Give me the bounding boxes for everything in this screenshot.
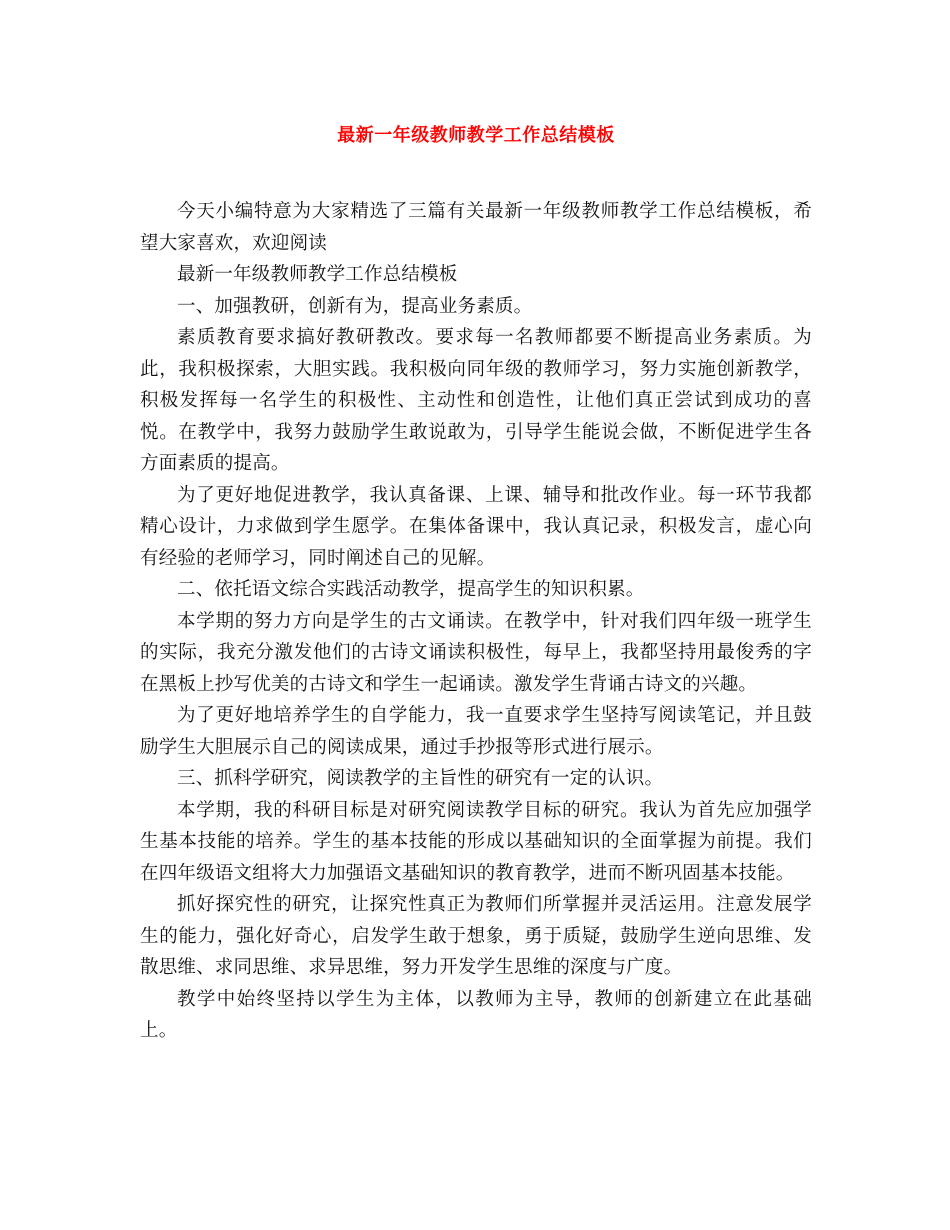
body-paragraph: 本学期，我的科研目标是对研究阅读教学目标的研究。我认为首先应加强学生基本技能的培养。学生的基本技能的形成以基础知识的全面掌握为前提。我们在四年级语文组将大力加强语文基础知识的教育教学，进而不断巩固基本技能。 [140,799,812,884]
section-heading-1: 一、加强教研，创新有为，提高业务素质。 [177,295,533,317]
body-paragraph: 为了更好地培养学生的自学能力，我一直要求学生坚持写阅读笔记，并且鼓励学生大胆展示自己的阅读成果，通过手抄报等形式进行展示。 [140,705,812,758]
section-heading-2: 二、依托语文综合实践活动教学，提高学生的知识积累。 [177,579,645,600]
document-body [140,196,812,1047]
document-title: 最新一年级教师教学工作总结模板 [337,125,615,146]
body-paragraph: 本学期的努力方向是学生的古文诵读。在教学中，针对我们四年级一班学生的实际，我充分激发他们的古诗文诵读积极性，每早上，我都坚持用最俊秀的字在黑板上抄写优美的古诗文和学生一起诵读。激发学生背诵古诗文的兴趣。 [140,610,812,695]
subtitle-paragraph: 最新一年级教师教学工作总结模板 [177,264,458,285]
body-paragraph: 教学中始终坚持以学生为主体，以教师为主导，教师的创新建立在此基础上。 [140,988,812,1041]
section-heading-3: 三、抓科学研究，阅读教学的主旨性的研究有一定的认识。 [177,768,664,789]
body-paragraph: 抓好探究性的研究，让探究性真正为教师们所掌握并灵活运用。注意发展学生的能力，强化好奇心，启发学生敢于想象，勇于质疑，鼓励学生逆向思维、发散思维、求同思维、求异思维，努力开发学生思维的深度与广度。 [140,894,812,978]
body-paragraph: 为了更好地促进教学，我认真备课、上课、辅导和批改作业。每一环节我都精心设计，力求做到学生愿学。在集体备课中，我认真记录，积极发言，虚心向有经验的老师学习，同时阐述自己的见解。 [140,484,812,569]
intro-paragraph: 今天小编特意为大家精选了三篇有关最新一年级教师教学工作总结模板，希望大家喜欢，欢迎阅读 [140,201,812,254]
body-paragraph: 素质教育要求搞好教研教改。要求每一名教师都要不断提高业务素质。为此，我积极探索，大胆实践。我积极向同年级的教师学习，努力实施创新教学，积极发挥每一名学生的积极性、主动性和创造性，让他们真正尝试到成功的喜悦。在教学中，我努力鼓励学生敢说敢为，引导学生能说会做，不断促进学生各方面素质的提高。 [140,327,812,474]
document-page [140,118,812,1047]
